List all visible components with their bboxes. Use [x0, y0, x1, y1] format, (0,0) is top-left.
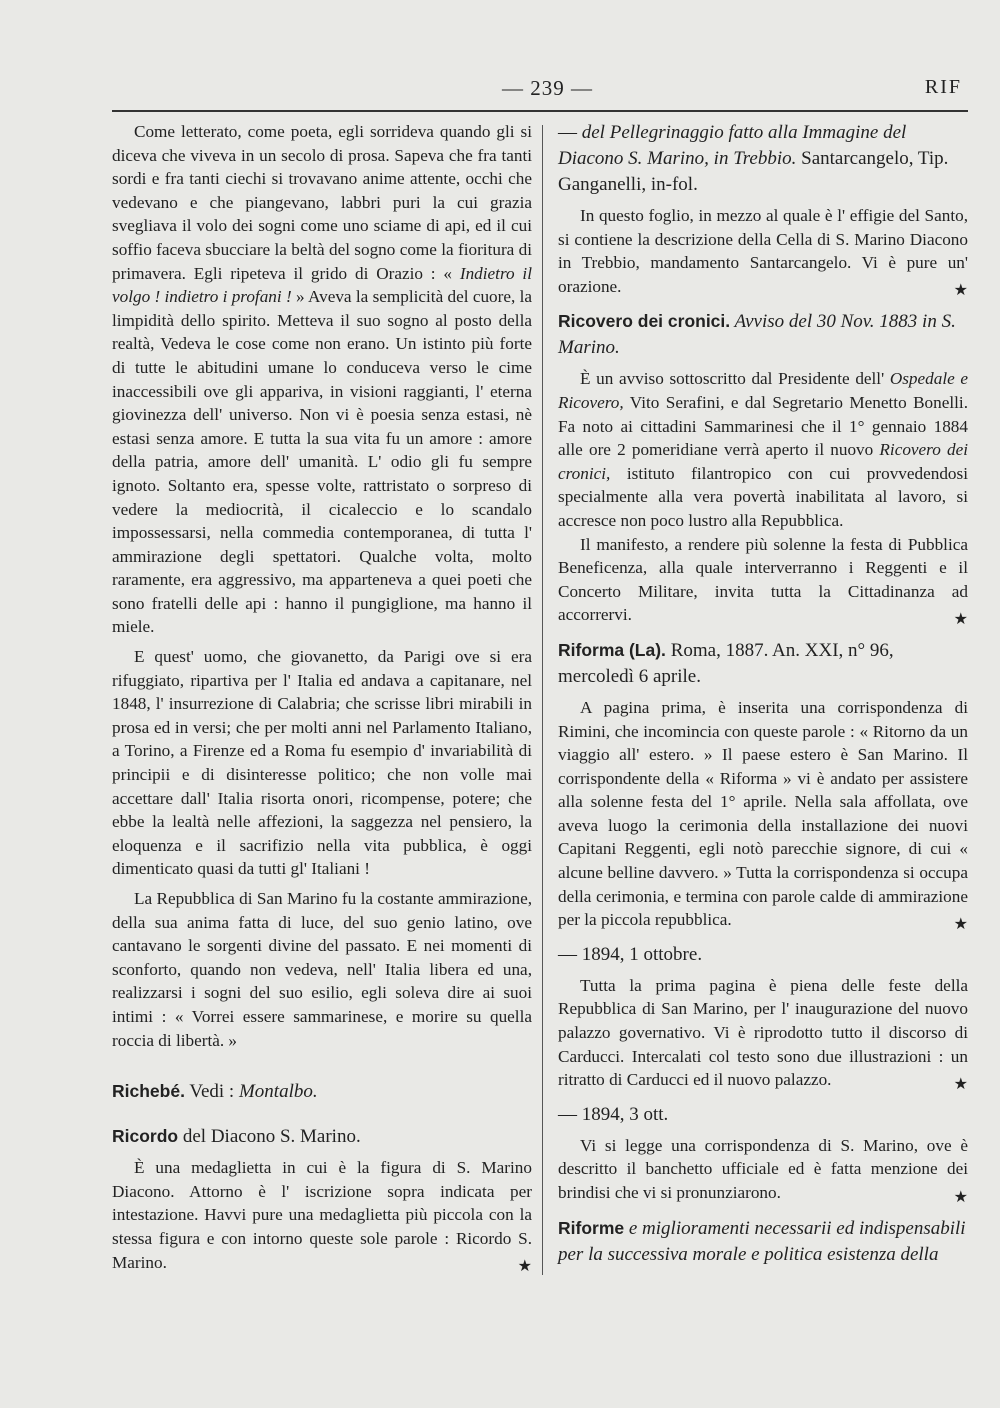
paragraph: [112, 120, 532, 639]
paragraph: E quest' uomo, che giovanetto, da Parigi ove si era rifuggiato, ripartiva per l' Italia ed andava a capitanare, nel 1848, l' insurrezione di Calabria; che scrisse libri mirabili in prosa ed in versi; che per molti anni nel Parlamento Italiano, a Torino, a Firenze ed a Roma fu esempio d' invariabilità di principii e di disinteresse politico; che non volle mai accettare dall' Italia risorta onori, ricompense, potere; che ebbe la lealtà nelle affezioni, la saggezza nel pensiero, la eloquenza e il sacrifizio nella vita pubblica, è oggi dimenticato quasi da tutti gl' Italiani !: [112, 647, 532, 879]
text-run: Vito Serafini, e dal Segretario Menetto Bonelli. Fa noto ai cittadini Sammarinesi che il 1° gennaio 1884 alle ore 2 pomeridiane verrà aperto il nuovo: [558, 392, 968, 460]
paragraph: In questo foglio, in mezzo al quale è l' effigie del Santo, si contiene la descrizione della Cella di S. Marino Diacono in Trebbio, mandamento Santarcangelo. Vi è pure un' orazione.: [558, 206, 968, 296]
entry-keyword: Riforme: [558, 1217, 625, 1238]
paragraph: Tutta la prima pagina è piena delle feste della Repubblica di San Marino, per l' inaugurazione del nuovo palazzo governativo. Vi è riprodotto tutto il discorso di Carducci. Intercalati col testo sono due illustrazioni : un ritratto di Carducci ed il nuovo palazzo.: [558, 975, 968, 1090]
entry-title: Avviso del 30 Nov. 1883 in S. Marino.: [558, 311, 956, 359]
entry-keyword: Riforma (La).: [558, 639, 666, 660]
entry-keyword: Ricovero dei cronici.: [558, 311, 731, 332]
star-icon: ★: [953, 1188, 968, 1206]
star-icon: ★: [953, 1075, 968, 1093]
italic-quote: Indietro il volgo ! indietro i profani !: [112, 263, 532, 307]
star-icon: ★: [953, 282, 968, 300]
entry-title: del Diacono S. Marino.: [178, 1126, 361, 1148]
text-run: È un avviso sottoscritto dal Presidente dell': [580, 369, 890, 389]
entry-title: e miglioramenti necessarii ed indispensabili per la successiva morale e politica esistenza della: [558, 1217, 966, 1265]
star-icon: ★: [953, 610, 968, 628]
text-run: —: [558, 122, 582, 143]
header-rule: [112, 110, 968, 112]
text-run: istituto filantropico con cui provvedendosi specialmente alla vera povertà inabilitata al lavoro, si accresce non poco lustro alla Repubblica.: [558, 463, 968, 530]
entry-heading-richebe: [112, 1078, 532, 1105]
entry-heading-continued: [558, 120, 968, 198]
star-ornament: [112, 1254, 532, 1276]
entry-keyword: Ricordo: [112, 1126, 179, 1147]
entry-heading-riforme: [558, 1215, 968, 1268]
page-number: — 239 —: [502, 76, 593, 100]
paragraph: Vi si legge una corrispondenza di S. Marino, ove è descritto il banchetto ufficiale ed è fatta menzione dei brindisi che vi si pronunziarono.: [558, 1135, 968, 1202]
entry-heading-ricordo: [112, 1123, 532, 1150]
cross-reference: Montalbo.: [238, 1081, 318, 1103]
text-run: Vedi :: [184, 1081, 239, 1103]
paragraph: Il manifesto, a rendere più solenne la festa di Pubblica Beneficenza, alla quale interverranno i Reggenti e il Concerto Militare, invita tutta la Cittadinanza ad accorrervi.: [558, 534, 968, 625]
italic-term: Ospedale e Ricovero,: [558, 369, 968, 412]
entry-heading-ricovero: [558, 308, 968, 361]
paragraph: A pagina prima, è inserita una corrispondenza di Rimini, che incomincia con queste parole : « Ritorno da un viaggio all' estero. » Il paese estero è San Marino. Il corrispondente della « Riforma » vi è andato per assistere alla solenne festa del 1° aprile. Nella sala affollata, ove aveva luogo la cerimonia della installazione dei nuovi Capitani Reggenti, egli notò parecchie signore, di cui « alcune belline davvero. » Tutta la corrispondenza si occupa della cerimonia, e termina con parole calde di ammirazione per la piccola repubblica.: [558, 697, 968, 930]
column-divider: [542, 125, 543, 1275]
left-column: [112, 120, 533, 1276]
text-run: Santarcangelo, Tip. Ganganelli, in-fol.: [558, 148, 949, 195]
star-icon: ★: [517, 1258, 532, 1276]
text-run: Come letterato, come poeta, egli sorrideva quando gli si diceva che viveva in un secolo di prosa. Sapeva che fra tanti sordi e fra tanti ciechi si trovavano anime attente, occhi che vedevano e che piangevano, labbri puri la cui grazia svegliava il volo dei sogni come uno sciame di api, ed il cui soffio faceva sbucciare la beltà del sogno come la fioritura di primavera. Egli ripeteva il grido di Orazio : «: [112, 122, 532, 283]
entry-heading-riforma: [558, 637, 968, 690]
paragraph: È una medaglietta in cui è la figura di S. Marino Diacono. Attorno è l' iscrizione sopra indicata per intestazione. Havvi pure una medaglietta più piccola con la stessa figura e con intorno queste sole parole : Ricordo S. Marino.: [112, 1158, 532, 1272]
entry-title: del Pellegrinaggio fatto alla Immagine del Diacono S. Marino, in Trebbio.: [558, 122, 907, 169]
right-column: [558, 120, 968, 1268]
entry-heading-date1: — 1894, 1 ottobre.: [558, 943, 703, 965]
star-icon: ★: [953, 915, 968, 933]
entry-heading-date2: — 1894, 3 ott.: [558, 1103, 669, 1125]
entry-keyword: Richebé.: [112, 1081, 185, 1102]
page-header: [112, 76, 972, 106]
entry-title: Roma, 1887. An. XXI, n° 96, mercoledì 6 aprile.: [558, 639, 894, 687]
paragraph: [558, 367, 968, 532]
paragraph: La Repubblica di San Marino fu la costante ammirazione, della sua anima fatta di luce, del suo genio latino, ove cantavano le sorgenti divine del passato. E nei momenti di sconforto, quando non vedeva, nell' Italia libera ed una, realizzarsi i sogni del suo esilio, egli soleva dire ai suoi intimi : « Vorrei essere sammarinese, e morire su quella roccia di libertà. »: [112, 889, 532, 1050]
italic-term: Ricovero dei cronici,: [558, 440, 968, 483]
text-run: » Aveva la semplicità del cuore, la limpidità dello spirito. Metteva il suo sogno al posto della realtà, Vedeva le cose come non erano. Un istinto più forte di tutte le abitudini umane lo conduceva verso le cime inaccessibili ove gli appariva, in visioni raggianti, l' eterna giovinezza dell' universo. Non vi è poesia senza estasi, nè estasi senza amore. E tutta la sua vita fu un amore : amore della patria, amore dell' umanità. L' odio gli fu sempre ignoto. Soltanto era, spesse volte, rattristato o sorpreso di vedere la mediocrità, il cicaleccio e lo scandalo impossessarsi, nella commedia contemporanea, di tutta l' ammirazione degli spettatori. Qualche volta, molto raramente, era aggressivo, ma apparteneva a quei poeti che sono fratelli delle api : hanno il pungiglione, ma hanno il miele.: [112, 287, 533, 637]
running-head: RIF: [924, 76, 962, 98]
